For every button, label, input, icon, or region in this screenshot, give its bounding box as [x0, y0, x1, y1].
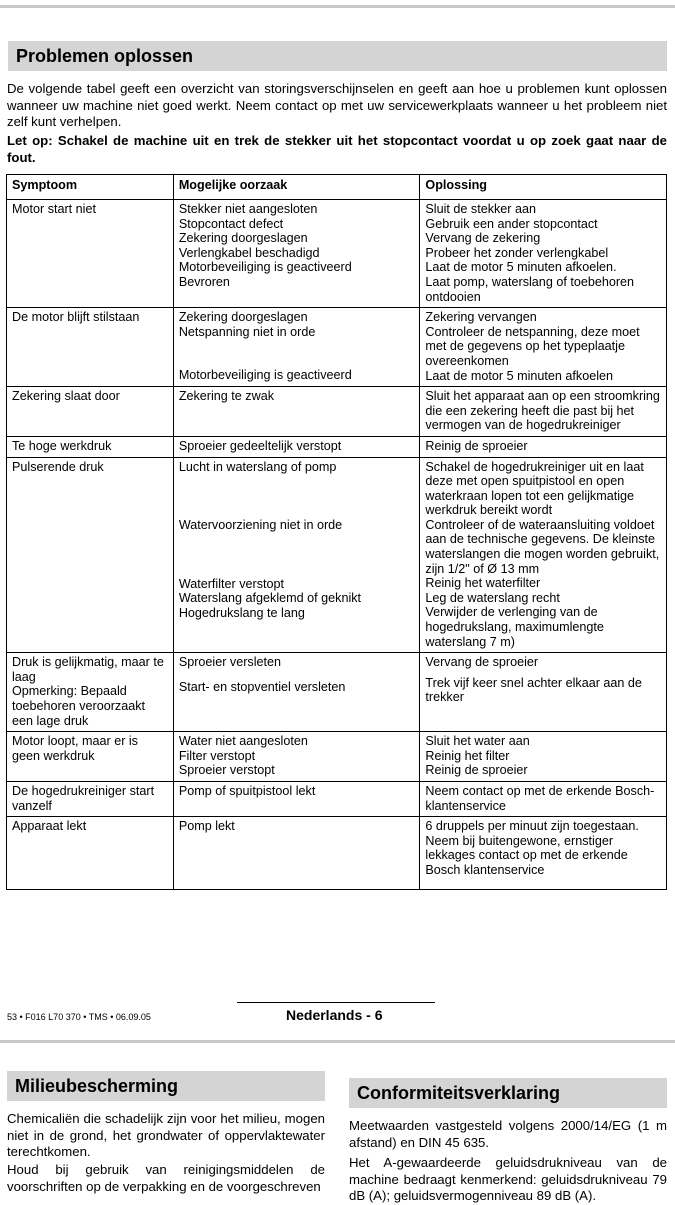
section-heading-troubleshooting: Problemen oplossen — [8, 41, 667, 71]
cause-text: Bevroren — [178, 274, 230, 289]
solution-text: Controleer de netspanning, deze moet met de gegevens op het typeplaatje overeenkomen — [425, 324, 640, 368]
cause-cell — [173, 457, 420, 653]
cause-text: Zekering te zwak — [178, 389, 275, 404]
cause-cell — [173, 781, 420, 816]
cause-cell — [173, 200, 420, 308]
intro-paragraph: De volgende tabel geeft een overzicht van storingsverschijnselen en geeft aan hoe u problemen kunt oplossen wanneer uw machine niet goed werkt. Neem contact op met uw servicewerkplaats wanneer u het probleem niet zelf kunt verhelpen. — [7, 81, 667, 129]
symptom-note: Opmerking: Bepaald toebehoren veroorzaakt een lage druk — [12, 684, 146, 728]
solution-text: Probeer het zonder verlengkabel — [425, 245, 609, 260]
symptom-cell — [7, 387, 174, 437]
solution-text: Trek vijf keer snel achter elkaar aan de trekker — [425, 675, 642, 705]
cause-text: Stopcontact defect — [178, 216, 284, 231]
solution-cell — [420, 781, 667, 816]
cause-text: Sproeier versleten — [178, 655, 282, 670]
solution-text: Neem contact op met de erkende Bosch-klantenservice — [425, 783, 655, 813]
solution-text: Verwijder de verlenging van de hogedrukslang, maximumlengte waterslang 7 m) — [425, 605, 604, 649]
symptom-cell — [7, 781, 174, 816]
spacer — [179, 533, 415, 577]
symptom-text: De hogedrukreiniger start vanzelf — [12, 783, 155, 813]
symptom-text: Pulserende druk — [12, 459, 104, 474]
table-row — [7, 308, 667, 387]
cause-text: Pomp lekt — [178, 819, 235, 834]
solution-text: Laat de motor 5 minuten afkoelen. — [425, 260, 617, 275]
table-row — [7, 387, 667, 437]
symptom-text: De motor blijft stilstaan — [12, 310, 140, 325]
solution-text: Schakel de hogedrukreiniger uit en laat deze met open spuitpistool en open waterkraan lopen tot een gelijkmatige werkdruk bereikt wordt — [425, 459, 644, 518]
cause-text: Pomp of spuitpistool lekt — [178, 783, 316, 798]
cause-text: Verlengkabel beschadigd — [178, 245, 320, 260]
solution-cell — [420, 436, 667, 457]
cause-text: Start- en stopventiel versleten — [178, 679, 346, 694]
solution-text: Vervang de zekering — [425, 231, 541, 246]
spacer — [425, 878, 661, 886]
table-row — [7, 457, 667, 653]
cause-cell — [173, 308, 420, 387]
solution-cell — [420, 653, 667, 732]
symptom-cell — [7, 653, 174, 732]
solution-cell — [420, 817, 667, 889]
symptom-cell — [7, 200, 174, 308]
symptom-text: Apparaat lekt — [12, 819, 87, 834]
solution-cell — [420, 457, 667, 653]
cause-text: Filter verstopt — [178, 748, 256, 763]
table-row — [7, 200, 667, 308]
symptom-text: Motor start niet — [12, 202, 96, 216]
cause-text: Motorbeveiliging is geactiveerd — [178, 368, 352, 383]
solution-text: Gebruik een ander stopcontact — [425, 216, 598, 231]
cause-text: Hogedrukslang te lang — [178, 605, 305, 620]
cause-text: Waterfilter verstopt — [178, 576, 285, 591]
page-divider — [0, 1040, 675, 1043]
solution-text: Vervang de sproeier — [425, 655, 539, 670]
symptom-cell — [7, 732, 174, 782]
cause-text: Motorbeveiliging is geactiveerd — [178, 260, 352, 275]
spacer — [179, 474, 415, 518]
symptom-cell — [7, 436, 174, 457]
table-row — [7, 436, 667, 457]
cause-cell — [173, 817, 420, 889]
table-row — [7, 817, 667, 889]
symptom-text: Druk is gelijkmatig, maar te laag — [12, 655, 164, 684]
environment-paragraph-2: Houd bij gebruik van reinigingsmiddelen de voorschriften op de verpakking en de voorgeschreven — [7, 1162, 325, 1194]
warning-paragraph: Let op: Schakel de machine uit en trek de stekker uit het stopcontact voordat u op zoek gaat naar de fout. — [7, 133, 667, 165]
table-header-row — [7, 175, 667, 200]
cause-text: Netspanning niet in orde — [178, 324, 316, 339]
cause-text: Stekker niet aangesloten — [178, 202, 318, 216]
symptom-cell — [7, 308, 174, 387]
solution-text: Sluit de stekker aan — [425, 202, 537, 216]
troubleshooting-table — [6, 174, 667, 890]
symptom-cell — [7, 457, 174, 653]
cause-text: Sproeier gedeeltelijk verstopt — [178, 438, 342, 453]
header-symptom: Symptoom — [7, 175, 174, 200]
cause-cell — [173, 653, 420, 732]
solution-text: 6 druppels per minuut zijn toegestaan. Neem bij buitengewone, ernstiger lekkages contact op met de erkende Bosch klantenservice — [425, 819, 639, 877]
symptom-text: Zekering slaat door — [12, 389, 120, 404]
cause-cell — [173, 387, 420, 437]
header-solution: Oplossing — [420, 175, 667, 200]
cause-cell — [173, 436, 420, 457]
cause-cell — [173, 732, 420, 782]
solution-text: Laat pomp, waterslang of toebehoren ontdooien — [425, 274, 635, 304]
cause-text: Lucht in waterslang of pomp — [178, 459, 337, 474]
solution-text: Controleer of de wateraansluiting voldoet aan de technische gegevens. De kleinste waterslangen die mogen worden gebruikt, zijn 1/2" of Ø 13 mm — [425, 517, 660, 576]
footer-document-code: 53 • F016 L70 370 • TMS • 06.09.05 — [7, 1012, 151, 1022]
solution-text: Sluit het apparaat aan op een stroomkring die een zekering heeft die past bij het vermogen van de hogedrukreiniger — [425, 389, 660, 433]
table-row — [7, 732, 667, 782]
top-divider — [0, 5, 675, 8]
footer-divider — [237, 1002, 435, 1003]
cause-text: Waterslang afgeklemd of geknikt — [178, 591, 362, 606]
symptom-cell — [7, 817, 174, 889]
solution-cell — [420, 387, 667, 437]
section-heading-environment: Milieubescherming — [7, 1071, 325, 1101]
solution-text: Reinig de sproeier — [425, 763, 528, 778]
solution-text: Reinig het filter — [425, 748, 510, 763]
table-row — [7, 781, 667, 816]
section-heading-conformity: Conformiteitsverklaring — [349, 1078, 667, 1108]
cause-text: Zekering doorgeslagen — [178, 310, 308, 325]
header-cause: Mogelijke oorzaak — [173, 175, 420, 200]
environment-paragraph-1: Chemicaliën die schadelijk zijn voor het milieu, mogen niet in de grond, het grondwater of oppervlaktewater terechtkomen. — [7, 1111, 325, 1159]
footer-page-label: Nederlands - 6 — [286, 1007, 383, 1023]
cause-text: Sproeier verstopt — [178, 763, 275, 778]
solution-text: Reinig de sproeier — [425, 438, 528, 453]
solution-text: Laat de motor 5 minuten afkoelen — [425, 368, 614, 383]
spacer — [179, 670, 415, 680]
symptom-text: Te hoge werkdruk — [12, 438, 112, 453]
symptom-text: Motor loopt, maar er is geen werkdruk — [12, 734, 138, 763]
cause-text: Water niet aangesloten — [178, 734, 308, 749]
solution-cell — [420, 732, 667, 782]
solution-cell — [420, 308, 667, 387]
cause-text: Zekering doorgeslagen — [178, 231, 308, 246]
solution-text: Sluit het water aan — [425, 734, 530, 749]
solution-text: Leg de waterslang recht — [425, 590, 560, 605]
spacer — [179, 339, 415, 368]
conformity-paragraph-1: Meetwaarden vastgesteld volgens 2000/14/EG (1 m afstand) en DIN 45 635. — [349, 1118, 667, 1150]
solution-text: Reinig het waterfilter — [425, 576, 541, 591]
solution-cell — [420, 200, 667, 308]
conformity-paragraph-2: Het A-gewaardeerde geluidsdrukniveau van de machine bedraagt kenmerkend: geluidsdrukniveau 79 dB (A); geluidsvermogenniveau 89 dB (A). — [349, 1155, 667, 1203]
cause-text: Watervoorziening niet in orde — [178, 518, 343, 533]
table-row — [7, 653, 667, 732]
solution-text: Zekering vervangen — [425, 310, 537, 325]
